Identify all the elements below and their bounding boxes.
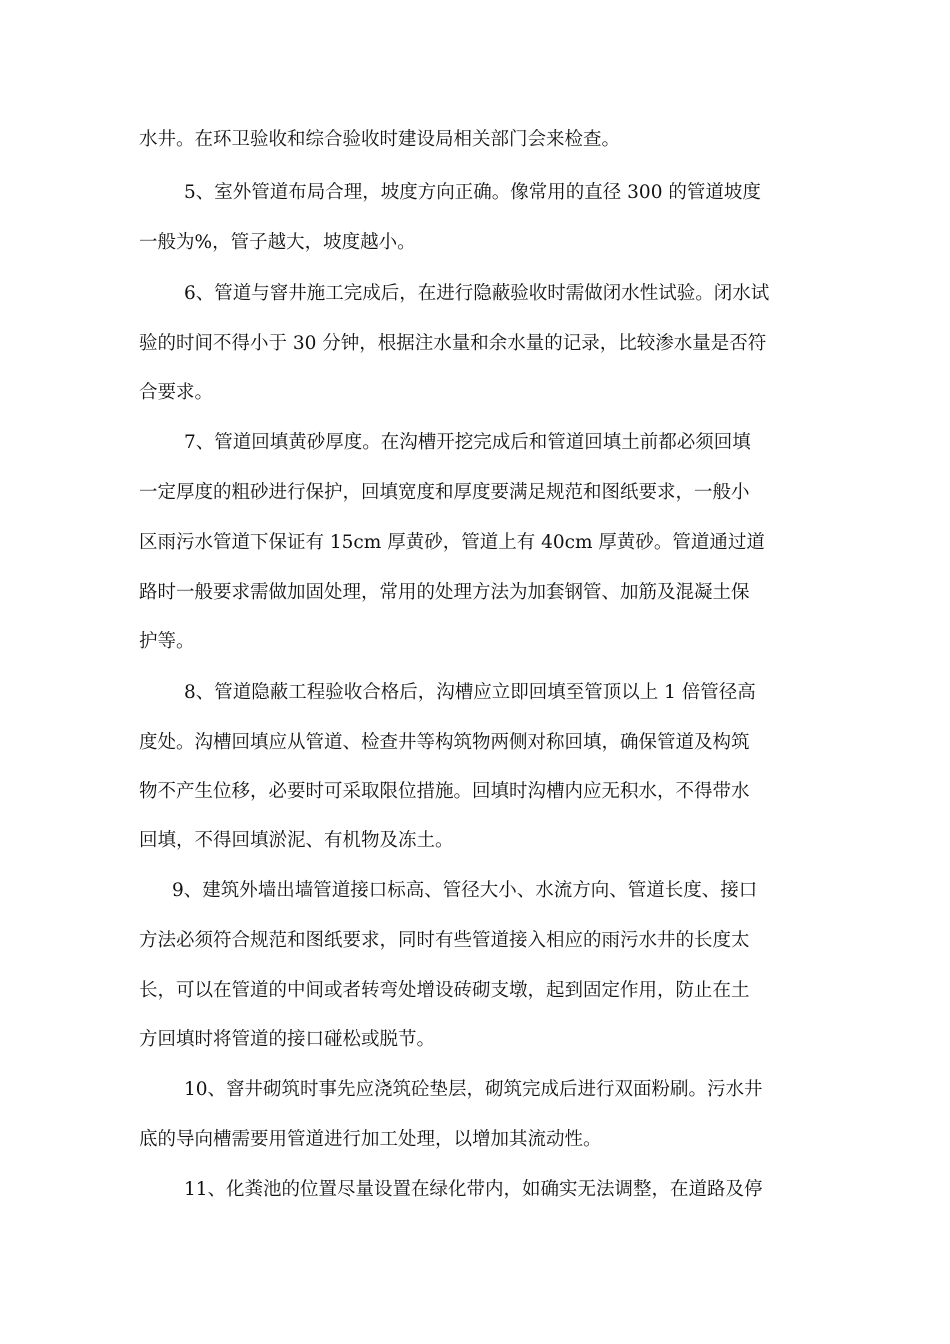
line-text: 一定厚度的粗砂进行保护，回填宽度和厚度要满足规范和图纸要求，一般小 [139,482,750,503]
text-line [0,825,950,857]
line-text: 路时一般要求需做加固处理，常用的处理方法为加套钢管、加筋及混凝土保 [139,582,750,603]
text-line [0,975,950,1007]
line-text: 5、室外管道布局合理，坡度方向正确。像常用的直径 300 的管道坡度 [184,182,761,203]
line-text: 方法必须符合规范和图纸要求，同时有些管道接入相应的雨污水井的长度太 [139,930,750,951]
text-line [0,328,950,360]
line-text: 9、建筑外墙出墙管道接口标高、管径大小、水流方向、管道长度、接口 [172,880,758,901]
line-text: 一般为%，管子越大，坡度越小。 [139,232,416,253]
line-text: 水井。在环卫验收和综合验收时建设局相关部门会来检查。 [139,129,621,150]
line-text: 底的导向槽需要用管道进行加工处理，以增加其流动性。 [139,1129,602,1150]
line-text: 回填，不得回填淤泥、有机物及冻土。 [139,830,454,851]
line-text: 合要求。 [139,382,214,403]
text-line [0,177,950,209]
text-line [0,527,950,559]
text-line [0,1174,950,1206]
text-line [0,925,950,957]
text-line [0,577,950,609]
text-line [0,1024,950,1056]
line-text: 6、管道与窨井施工完成后，在进行隐蔽验收时需做闭水性试验。闭水试 [184,283,770,304]
text-line [0,477,950,509]
line-text: 区雨污水管道下保证有 15cm 厚黄砂，管道上有 40cm 厚黄砂。管道通过道 [139,532,765,553]
line-text: 方回填时将管道的接口碰松或脱节。 [139,1029,436,1050]
line-text: 8、管道隐蔽工程验收合格后，沟槽应立即回填至管顶以上 1 倍管径高 [184,682,756,703]
line-text: 10、窨井砌筑时事先应浇筑砼垫层，砌筑完成后进行双面粉刷。污水井 [184,1079,763,1100]
text-line [0,1074,950,1106]
text-line [0,727,950,759]
text-line [0,1124,950,1156]
line-text: 11、化粪池的位置尽量设置在绿化带内，如确实无法调整，在道路及停 [184,1179,763,1200]
text-line [0,427,950,459]
text-line [0,677,950,709]
text-line [0,377,950,409]
text-line [0,776,950,808]
text-line [0,227,950,259]
text-line [0,124,950,156]
text-line [0,278,950,310]
line-text: 护等。 [139,631,195,652]
line-text: 7、管道回填黄砂厚度。在沟槽开挖完成后和管道回填土前都必须回填 [184,432,751,453]
line-text: 度处。沟槽回填应从管道、检查井等构筑物两侧对称回填，确保管道及构筑 [139,732,750,753]
line-text: 长，可以在管道的中间或者转弯处增设砖砌支墩，起到固定作用，防止在土 [139,980,750,1001]
text-line [0,626,950,658]
text-line [0,875,950,907]
line-text: 验的时间不得小于 30 分钟，根据注水量和余水量的记录，比较渗水量是否符 [139,333,767,354]
line-text: 物不产生位移，必要时可采取限位措施。回填时沟槽内应无积水，不得带水 [139,781,750,802]
